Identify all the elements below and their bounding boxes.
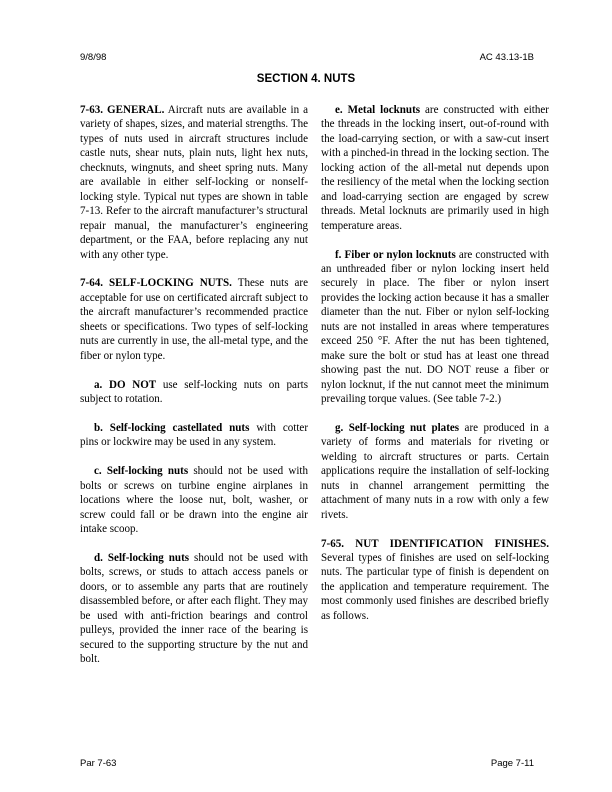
paragraph-lead: 7-64. SELF-LOCKING NUTS.: [80, 277, 232, 290]
paragraph-a-do-not: [80, 378, 308, 407]
footer-paragraph-ref: Par 7-63: [80, 758, 117, 769]
paragraph-lead: g. Self-locking nut plates: [335, 421, 460, 434]
paragraph-lead: 7-65. NUT IDENTIFICATION FINISHES.: [321, 537, 549, 550]
paragraph-text: are constructed with either the threads in the locking insert, out-of-round with the load-carrying section, or with a saw-cut insert with a pinched-in thread in the locking section. The locking action of the all-metal nut depends upon the resiliency of the metal when the locking section and load-carrying section are engaged by screw threads. Metal locknuts are primarily used in high temperature areas.: [321, 104, 549, 232]
paragraph-text: should not be used with bolts, screws, or studs to attach access panels or doors, or to assemble any parts that are routinely disassembled before, or after each flight. They may be used with anti-friction bearings and control pulleys, provided the inner race of the bearing is secured to the supporting structure by the nut and bolt.: [80, 551, 308, 666]
paragraph-7-65-nut-identification: [321, 537, 549, 624]
paragraph-text: are constructed with an unthreaded fiber or nylon locking insert held securely in place. The fiber or nylon insert provides the locking action because it has a smaller diameter than the nut. Fiber or nylon self-locking nuts are not installed in areas where temperatures exceed 250 °F. After the nut has been tightened, make sure the bolt or stud has at least one thread showing past the nut. DO NOT reuse a fiber or nylon locknut, if the nut cannot meet the minimum prevailing torque values. (See table 7-2.): [321, 248, 549, 406]
header-date: 9/8/98: [80, 52, 107, 63]
paragraph-text: These nuts are acceptable for use on certificated aircraft subject to the aircraft manufacturer’s recommended practice sheets or specifications. Two types of self-locking nuts are currently in use, the all-metal type, and the fiber or nylon type.: [80, 277, 308, 362]
paragraph-lead: 7-63. GENERAL.: [80, 104, 165, 116]
paragraph-b-castellated-nuts: [80, 421, 308, 450]
paragraph-g-nut-plates: [321, 421, 549, 522]
paragraph-lead: e. Metal locknuts: [335, 104, 421, 116]
paragraph-lead: f. Fiber or nylon locknuts: [335, 248, 456, 261]
paragraph-7-64-self-locking-nuts: [80, 276, 308, 363]
footer-page-number: Page 7-11: [490, 758, 534, 769]
paragraph-lead: a. DO NOT: [94, 378, 157, 391]
paragraph-text: with cotter pins or lockwire may be used in any system.: [80, 421, 309, 449]
paragraph-text: are produced in a variety of forms and materials for riveting or welding to aircraft structures or parts. Certain applications require the installation of self-locking nuts in channel arrangement permitting the attachment of many nuts in a row with only a few rivets.: [321, 421, 549, 521]
paragraph-text: Several types of finishes are used on self-locking nuts. The particular type of finish is dependent on the application and temperature requirement. The most commonly used finishes are described briefly as follows.: [321, 552, 549, 622]
paragraph-lead: b. Self-locking castellated nuts: [94, 421, 250, 434]
section-title: SECTION 4. NUTS: [256, 73, 356, 85]
paragraph-text: use self-locking nuts on parts subject to rotation.: [80, 378, 309, 406]
paragraph-lead: d. Self-locking nuts: [94, 551, 190, 564]
paragraph-lead: c. Self-locking nuts: [94, 465, 189, 478]
paragraph-c-self-locking-nuts: [80, 464, 308, 536]
paragraph-7-63-general: [80, 103, 308, 262]
paragraph-d-self-locking-nuts: [80, 551, 308, 667]
paragraph-text: Aircraft nuts are available in a variety of shapes, sizes, and material strengths. The types of nuts used in aircraft structures include castle nuts, shear nuts, plain nuts, light hex nuts, checknuts, wingnuts, and sheet spring nuts. Many are available in either self-locking or nonself-locking style. Typical nut types are shown in table 7-13. Refer to the aircraft manufacturer’s structural repair manual, the manufacturer’s engineering department, or the FAA, before replacing any nut with any other type.: [80, 104, 308, 261]
left-column: [80, 103, 308, 681]
paragraph-f-fiber-nylon-locknuts: [321, 248, 549, 407]
header-doc-id: AC 43.13-1B: [479, 52, 534, 63]
paragraph-text: should not be used with bolts or screws on turbine engine airplanes in locations where the loose nut, bolt, washer, or screw could fall or be drawn into the engine air intake scoop.: [80, 465, 308, 536]
right-column: [321, 103, 549, 638]
paragraph-e-metal-locknuts: [321, 103, 549, 233]
